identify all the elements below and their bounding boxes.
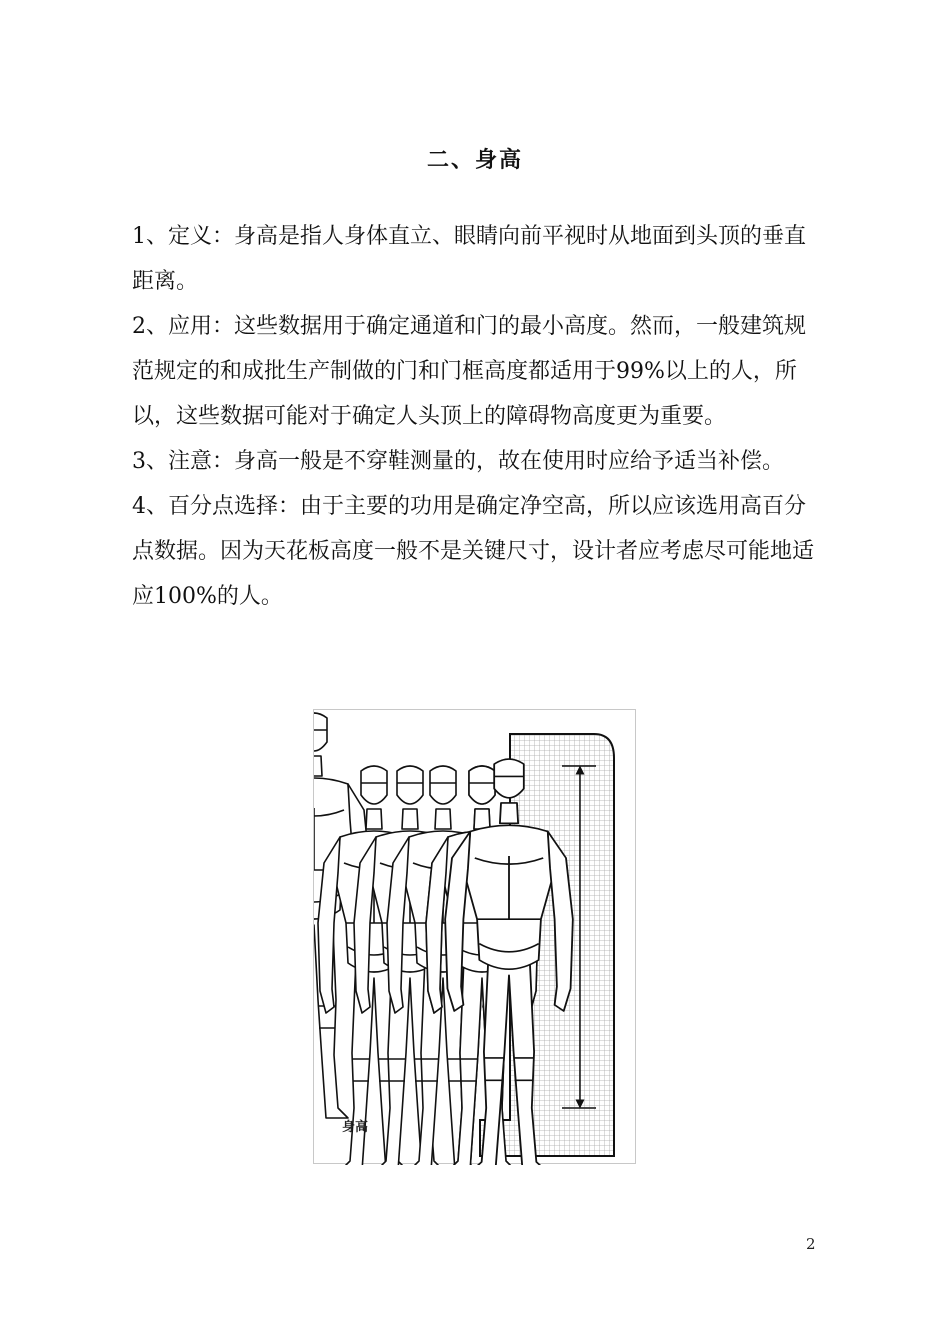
page-number: 2 — [806, 1235, 816, 1253]
paragraph-note: 3、注意：身高一般是不穿鞋测量的，故在使用时应给予适当补偿。 — [132, 449, 784, 474]
human-height-illustration — [314, 710, 637, 1165]
paragraph-percentile: 4、百分点选择：由于主要的功用是确定净空高，所以应该选用高百分点数据。因为天花板高度一般不是关键尺寸，设计者应考虑尽可能地适应100%的人。 — [132, 494, 815, 609]
section-title: 二、身高 — [426, 148, 523, 173]
body-text — [132, 214, 822, 619]
paragraph-definition: 1、定义：身高是指人身体直立、眼睛向前平视时从地面到头顶的垂直距离。 — [132, 224, 806, 294]
paragraph-application: 2、应用：这些数据用于确定通道和门的最小高度。然而，一般建筑规范规定的和成批生产制做的门和门框高度都适用于99%以上的人，所以，这些数据可能对于确定人头顶上的障碍物高度更为重要。 — [132, 314, 806, 429]
figure-frame — [313, 709, 636, 1164]
figure-label: 身高 — [342, 1120, 369, 1135]
